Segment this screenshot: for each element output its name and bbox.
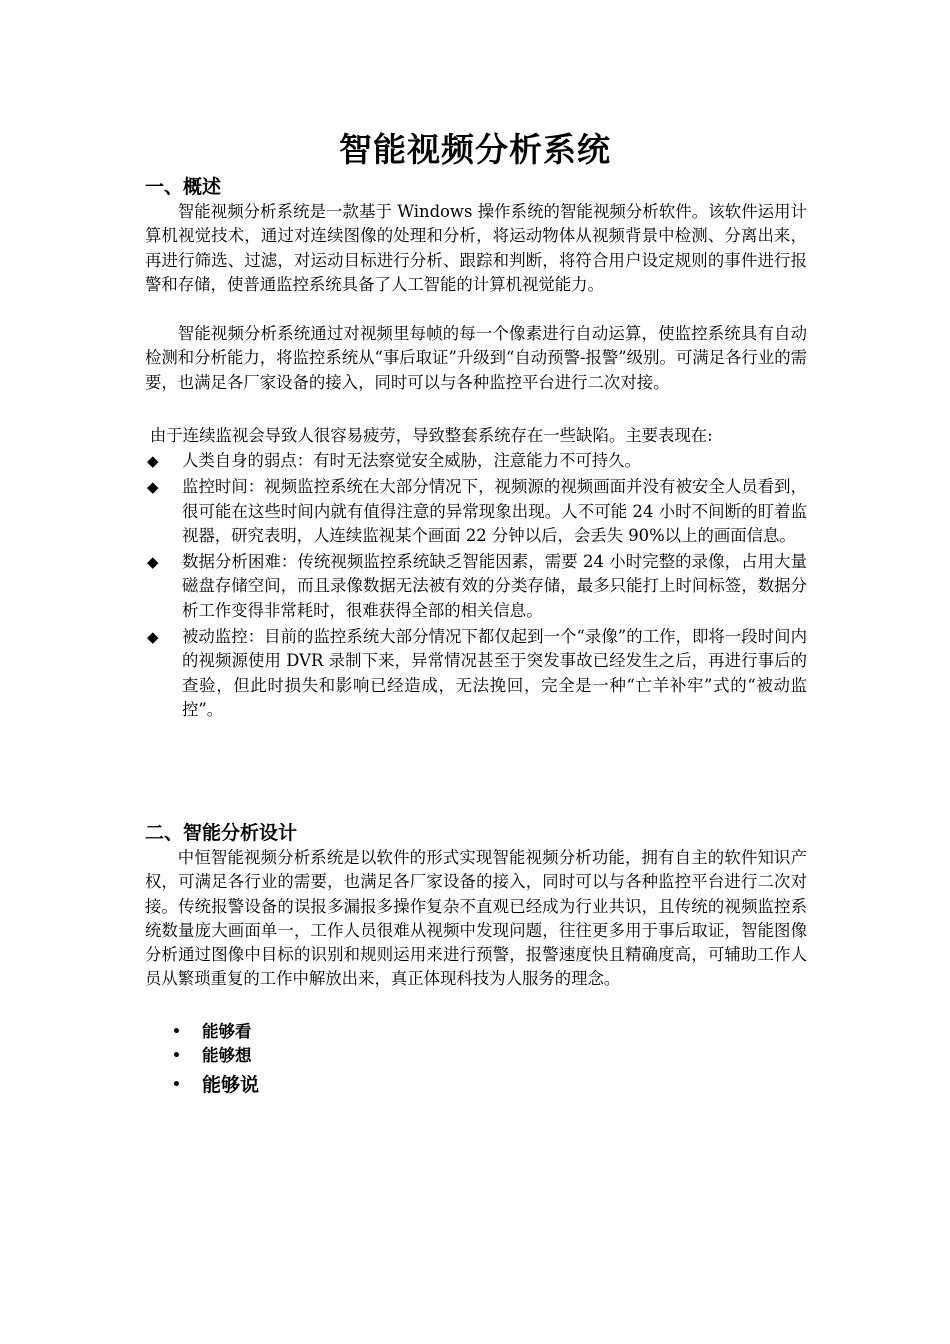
diamond-bullet-icon: ◆: [147, 478, 159, 497]
section-heading-design: 二、智能分析设计: [145, 822, 298, 844]
section-heading-overview: 一、概述: [145, 176, 222, 198]
diamond-bullet-icon: ◆: [147, 628, 159, 647]
bullet-text: 能够说: [202, 1074, 260, 1096]
dot-bullet-icon: •: [172, 1048, 181, 1064]
dot-bullet-icon: •: [172, 1024, 181, 1040]
list-item: [172, 1020, 259, 1044]
list-item: [172, 1044, 259, 1068]
list-item: [145, 449, 807, 473]
list-item: [145, 475, 807, 548]
design-paragraph-1: 中恒智能视频分析系统是以软件的形式实现智能视频分析功能，拥有自主的软件知识产权，可满足各行业的需要，也满足各厂家设备的接入，同时可以与各种监控平台进行二次对接。传统报警设备的误报多漏报多操作复杂不直观已经成为行业共识，且传统的视频监控系统数量庞大画面单一，工作人员很难从视频中发现问题，往往更多用于事后取证，智能图像分析通过图像中目标的识别和规则运用来进行预警，报警速度快且精确度高，可辅助工作人员从繁琐重复的工作中解放出来，真正体现科技为人服务的理念。: [145, 848, 807, 989]
bullet-text: 监控时间：视频监控系统在大部分情况下，视频源的视频画面并没有被安全人员看到，很可能在这些时间内就有值得注意的异常现象出现。人不可能 24 小时不间断的盯着监视器，研究表明，人连续监视某个画面 22 分钟以后，会丢失 90%以上的画面信息。: [182, 477, 807, 545]
bullet-text: 人类自身的弱点：有时无法察觉安全威胁，注意能力不可持久。: [182, 451, 641, 470]
diamond-bullet-icon: ◆: [147, 553, 159, 572]
bullet-text: 能够想: [202, 1046, 252, 1065]
document-title: 智能视频分析系统: [339, 130, 611, 169]
overview-paragraph-1: 智能视频分析系统是一款基于 Windows 操作系统的智能视频分析软件。该软件运用计算机视觉技术，通过对连续图像的处理和分析，将运动物体从视频背景中检测、分离出来，再进行筛选、过滤，对运动目标进行分析、跟踪和判断，将符合用户设定规则的事件进行报警和存储，使普通监控系统具备了人工智能的计算机视觉能力。: [145, 202, 807, 294]
bullet-text: 被动监控：目前的监控系统大部分情况下都仅起到一个“录像”的工作，即将一段时间内的视频源使用 DVR 录制下来，异常情况甚至于突发事故已经发生之后，再进行事后的查验，但此时损失和影响已经造成，无法挽回，完全是一种“亡羊补牢”式的“被动监控”。: [182, 627, 807, 719]
list-item: [172, 1068, 259, 1102]
diamond-bullet-icon: ◆: [147, 452, 159, 470]
bullet-text: 能够看: [202, 1022, 252, 1041]
overview-paragraph-3: 由于连续监视会导致人很容易疲劳，导致整套系统存在一些缺陷。主要表现在:: [149, 426, 713, 445]
dot-bullet-icon: •: [172, 1077, 181, 1093]
design-bullet-list: [172, 1020, 259, 1102]
overview-bullet-list: [145, 449, 807, 724]
overview-paragraph-2: 智能视频分析系统通过对视频里每帧的每一个像素进行自动运算，使监控系统具有自动检测和分析能力，将监控系统从“事后取证”升级到“自动预警-报警”级别。可满足各行业的需要，也满足各厂家设备的接入，同时可以与各种监控平台进行二次对接。: [145, 324, 807, 392]
bullet-text: 数据分析困难：传统视频监控系统缺乏智能因素，需要 24 小时完整的录像，占用大量磁盘存储空间，而且录像数据无法被有效的分类存储，最多只能打上时间标签，数据分析工作变得非常耗时，很难获得全部的相关信息。: [182, 552, 807, 620]
list-item: [145, 625, 807, 722]
list-item: [145, 550, 807, 623]
